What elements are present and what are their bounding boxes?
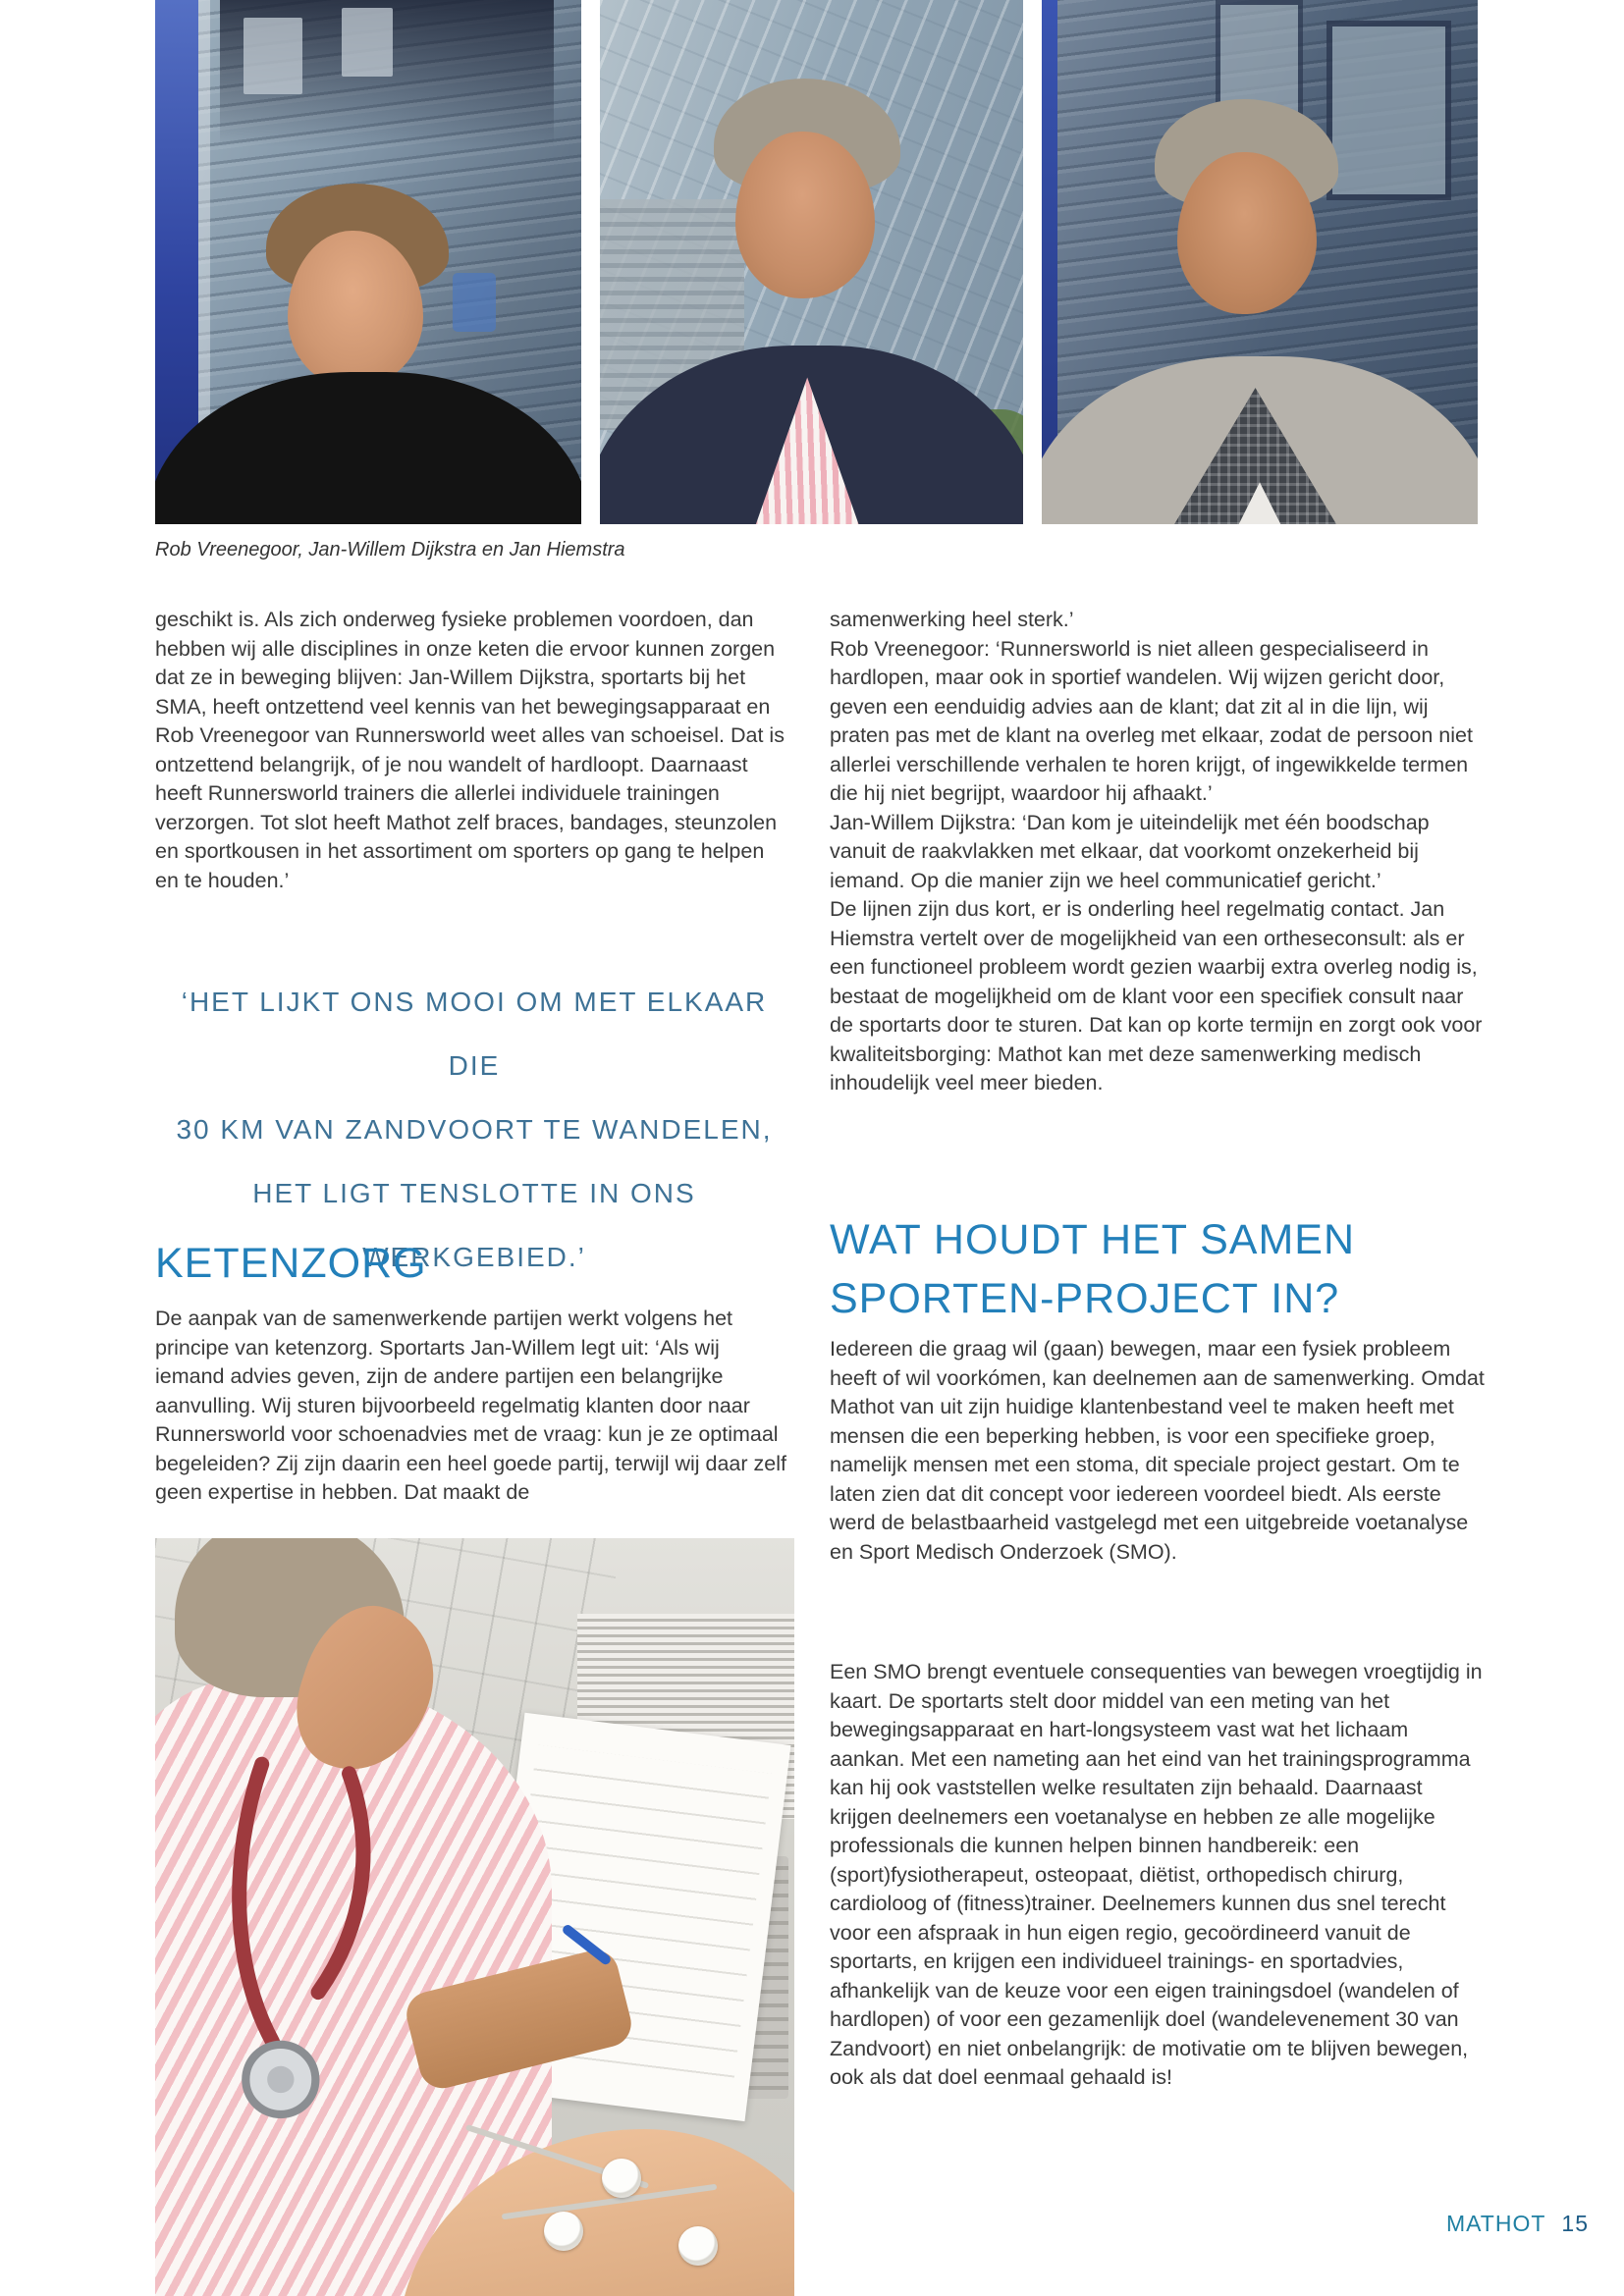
section-heading-samen-sporten — [830, 1210, 1478, 1328]
photo-rob-vreenegoor — [155, 0, 581, 524]
photo-jan-willem-dijkstra — [600, 0, 1023, 524]
paragraph: Rob Vreenegoor: ‘Runnersworld is niet alleen gespecialiseerd in hardlopen, maar ook in sportief wandelen. Wij wijzen gericht door, geven een eenduidig advies aan de klant; dat zit al in die lijn, wij praten pas met de klant na overleg met elkaar, zodat de persoon niet allerlei verschillende verhalen te horen krijgt, of ingewikkelde termen die hij niet begrijpt, waardoor hij afhaakt.’ — [830, 636, 1473, 805]
photo-jan-hiemstra — [1042, 0, 1478, 524]
poster-shape — [342, 8, 393, 77]
right-column-smo — [830, 1658, 1486, 2093]
photo-row — [155, 0, 1478, 524]
pull-quote-line: 30 KM VAN ZANDVOORT TE WANDELEN, — [176, 1114, 773, 1145]
parking-sign-shape — [453, 273, 496, 332]
footer-brand: MATHOT — [1446, 2211, 1546, 2236]
left-column-intro — [155, 606, 793, 895]
paragraph: Een SMO brengt eventuele consequenties van bewegen vroegtijdig in kaart. De sportarts stelt door middel van een meting van het bewegingsapparaat en hart-longsysteem vast wat het lichaam aankan. Met een nameting aan het eind van het trainingsprogramma kan hij ook vaststellen welke resultaten zijn behaald. Daarnaast krijgen deelnemers een voetanalyse en hebben ze alle mogelijke professionals die kunnen helpen binnen handbereik: een (sport)fysiotherapeut, osteopaat, diëtist, orthopedisch chirurg, cardioloog of (fitness)trainer. Deelnemers kunnen dus snel terecht voor een afspraak in hun eigen regio, gecoördineerd vanuit de sportarts, en krijgen een individueel trainings- en sportadvies, afhankelijk van de keuze voor een eigen trainingsdoel (wandelen of hardlopen) of voor een gezamenlijk doel (wandelevenement 30 van Zandvoort) en niet onbelangrijk: de motivatie om te blijven bewegen, ook als dat doel eenmaal gehaald is! — [830, 1660, 1483, 2089]
paragraph: Jan-Willem Dijkstra: ‘Dan kom je uiteindelijk met één boodschap vanuit de raakvlakken met elkaar, dat voorkomt onzekerheid bij iemand. Op die manier zijn we heel communicatief gericht.’ — [830, 810, 1430, 892]
paragraph: De lijnen zijn dus kort, er is onderling heel regelmatig contact. Jan Hiemstra vertelt over de mogelijkheid van een ortheseconsult: als er een functioneel probleem wordt gezien waarbij extra overleg nodig is, bestaat de mogelijkheid om de klant voor een specifiek consult naar de sportarts door te sturen. Dat kan op korte termijn en zorgt ook voor kwaliteitsborging: Mathot kan met deze samenwerking medisch inhoudelijk veel meer bieden. — [830, 897, 1483, 1095]
ecg-electrode — [678, 2226, 718, 2266]
stethoscope-icon — [168, 1720, 436, 2190]
photo-sportarts-consult — [155, 1538, 794, 2296]
pull-quote-line: ‘HET LIJKT ONS MOOI OM MET ELKAAR DIE — [181, 987, 768, 1081]
heading-line: SPORTEN-PROJECT IN? — [830, 1275, 1340, 1322]
right-column-top — [830, 606, 1486, 1098]
page-number: 15 — [1561, 2211, 1589, 2236]
page-footer — [1446, 2211, 1589, 2237]
window-poster-shape — [1326, 21, 1451, 200]
paragraph: geschikt is. Als zich onderweg fysieke problemen voordoen, dan hebben wij alle disciplines in onze keten die ervoor kunnen zorgen dat ze in beweging blijven: Jan-Willem Dijkstra, sportarts bij het SMA, heeft ontzettend veel kennis van het bewegingsapparaat en Rob Vreenegoor van Runnersworld weet alles van schoeisel. Dat is ontzettend belangrijk, of je nou wandelt of hardloopt. Daarnaast heeft Runnersworld trainers die allerlei individuele trainingen verzorgen. Tot slot heeft Mathot zelf braces, bandages, steunzolen en sportkousen in het assortiment om sporters op gang te helpen en te houden.’ — [155, 608, 785, 892]
poster-shape — [244, 18, 302, 94]
paragraph: samenwerking heel sterk.’ — [830, 608, 1074, 631]
section-heading-ketenzorg: KETENZORG — [155, 1240, 427, 1287]
heading-line: WAT HOUDT HET SAMEN — [830, 1216, 1356, 1263]
right-column-project — [830, 1335, 1486, 1567]
ecg-electrode — [544, 2212, 583, 2251]
paragraph: Iedereen die graag wil (gaan) bewegen, maar een fysiek probleem heeft of wil voorkómen, kan deelnemen aan de samenwerking. Omdat Mathot van uit zijn huidige klantenbestand veel te maken heeft met mensen die een beperking hebben, is voor een specifieke groep, namelijk mensen met een stoma, dit speciale project gestart. Om te laten zien dat dit concept voor iedereen voordeel biedt. Als eerste werd de belastbaarheid vastgelegd met een uitgebreide voetanalyse en Sport Medisch Onderzoek (SMO). — [830, 1337, 1485, 1564]
left-column-body — [155, 1305, 793, 1508]
ecg-electrode — [602, 2159, 641, 2198]
paragraph: De aanpak van de samenwerkende partijen werkt volgens het principe van ketenzorg. Sportarts Jan-Willem legt uit: ‘Als wij iemand advies geven, zijn de andere partijen een belangrijke aanvulling. Wij sturen bijvoorbeeld regelmatig klanten door naar Runnersworld voor schoenadvies met de vraag: kun je ze optimaal begeleiden? Zij zijn daarin een heel goede partij, terwijl wij daar zelf geen expertise in hebben. Dat maakt de — [155, 1307, 786, 1504]
pull-quote-line: HET LIGT TENSLOTTE IN ONS WERKGEBIED.’ — [252, 1178, 696, 1272]
photo-caption: Rob Vreenegoor, Jan-Willem Dijkstra en Jan Hiemstra — [155, 539, 625, 561]
